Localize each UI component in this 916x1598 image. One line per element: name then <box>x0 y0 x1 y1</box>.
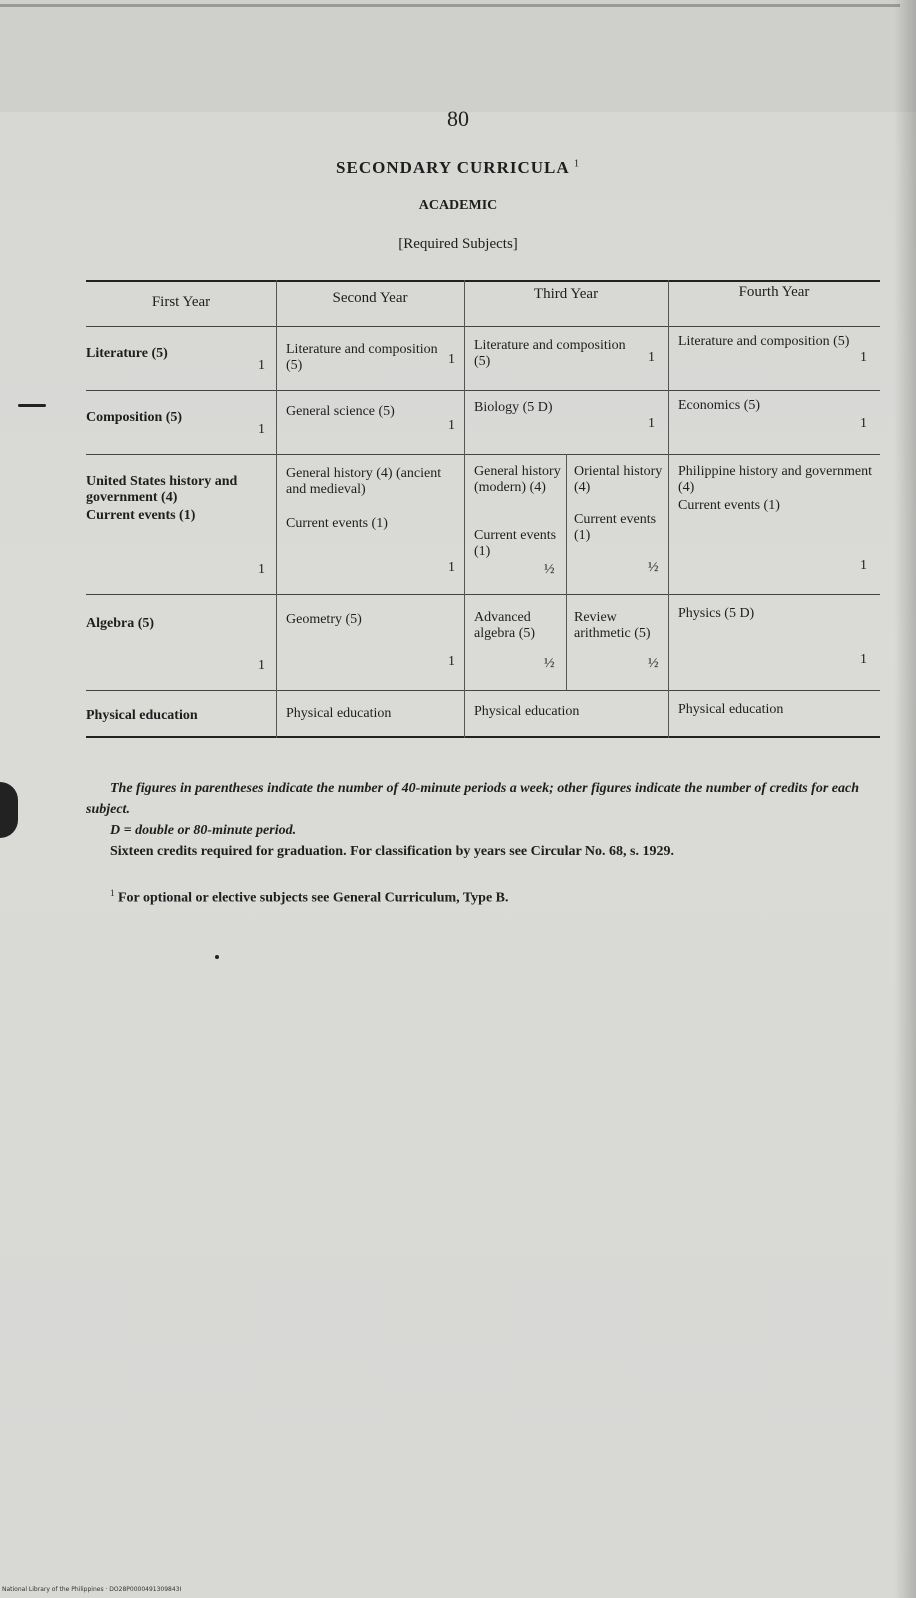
title-text: SECONDARY CURRICULA <box>336 158 569 177</box>
footnote-graduation: Sixteen credits required for graduation. For classification by years see Circular No. 68, s. 1929. <box>110 844 674 859</box>
footnote-elective <box>86 883 880 909</box>
scan-credit: National Library of the Philippines · DO28P0000491309843I <box>2 1586 182 1593</box>
cell-r3-third-oriental-events: Current events (1) <box>574 512 657 543</box>
scan-smudge <box>0 782 18 838</box>
cell-r2-fourth: Economics (5) <box>678 398 761 413</box>
cell-r2-first: Composition (5) <box>86 410 183 425</box>
cell-r3-third-general-events: Current events (1) <box>474 528 557 559</box>
cell-r5-third: Physical education <box>474 704 580 719</box>
footnote-explanation <box>86 778 880 820</box>
row-rule-2 <box>86 454 880 455</box>
cell-r1-first: Literature (5) <box>86 346 168 361</box>
cell-r5-second: Physical education <box>286 706 392 721</box>
title-footnote-mark: 1 <box>573 158 580 170</box>
credit-r2-fourth: 1 <box>860 416 867 431</box>
cell-r5-first: Physical education <box>86 708 198 723</box>
credit-r1-second: 1 <box>448 352 455 367</box>
header-first-year: First Year <box>151 294 211 310</box>
cell-r4-fourth: Physics (5 D) <box>678 606 755 621</box>
cell-r1-second: Literature and composition (5) <box>286 342 438 373</box>
credit-r1-fourth: 1 <box>860 350 867 365</box>
page-title <box>0 158 916 178</box>
footnote-double-period <box>86 820 880 841</box>
credit-r4-third-review-arithmetic: ½ <box>648 656 659 671</box>
credit-r4-second: 1 <box>448 654 455 669</box>
footnote-elective-text: For optional or elective subjects see General Curriculum, Type B. <box>118 890 509 906</box>
page-subtitle: ACADEMIC <box>418 198 498 213</box>
page-number: 80 <box>447 106 469 131</box>
credit-r2-third: 1 <box>648 416 655 431</box>
cell-r3-second-history: General history (4) (ancient and medieval) <box>286 466 442 497</box>
cell-r4-first: Algebra (5) <box>86 616 155 631</box>
cell-r1-fourth: Literature and composition (5) <box>678 334 850 349</box>
cell-r2-third: Biology (5 D) <box>474 400 553 415</box>
third-year-split-rule <box>566 454 567 690</box>
footnote-elective-mark: 1 <box>110 888 115 898</box>
credit-r2-second: 1 <box>448 418 455 433</box>
credit-r3-third-oriental: ½ <box>648 560 659 575</box>
row-rule-4 <box>86 690 880 691</box>
credit-r2-first: 1 <box>258 422 265 437</box>
credit-r3-first: 1 <box>258 562 265 577</box>
scan-mark <box>18 404 46 407</box>
curriculum-table <box>86 270 880 754</box>
cell-r3-fourth-events: Current events (1) <box>678 498 780 513</box>
header-fourth-year: Fourth Year <box>738 284 810 300</box>
cell-r2-second: General science (5) <box>286 404 395 419</box>
col-rule-1 <box>276 280 277 738</box>
header-second-year: Second Year <box>332 290 408 306</box>
cell-r3-second-events: Current events (1) <box>286 516 388 531</box>
scan-dot <box>215 955 219 959</box>
credit-r4-first: 1 <box>258 658 265 673</box>
footnote-double-period-text: D = double or 80-minute period. <box>110 823 297 838</box>
footnote-explanation-text: The figures in parentheses indicate the number of 40-minute periods a week; other figures indicate the number of credits for each subject. <box>86 781 859 817</box>
credit-r3-second: 1 <box>448 560 455 575</box>
credit-r3-third-general: ½ <box>544 562 555 577</box>
table-bottom-rule <box>86 736 880 738</box>
credit-r4-fourth: 1 <box>860 652 867 667</box>
header-rule <box>86 326 880 327</box>
scan-top-band <box>0 0 916 112</box>
cell-r1-third: Literature and composition (5) <box>474 338 626 369</box>
cell-r4-third-advanced-algebra: Advanced algebra (5) <box>474 610 536 641</box>
cell-r3-third-oriental-history: Oriental history (4) <box>574 464 663 495</box>
credit-r3-fourth: 1 <box>860 558 867 573</box>
cell-r4-third-review-arithmetic: Review arithmetic (5) <box>574 610 651 641</box>
cell-r3-first-events: Current events (1) <box>86 508 196 523</box>
row-rule-3 <box>86 594 880 595</box>
cell-r5-fourth: Physical education <box>678 702 784 717</box>
credit-r1-third: 1 <box>648 350 655 365</box>
credit-r1-first: 1 <box>258 358 265 373</box>
cell-r3-fourth-history: Philippine history and government (4) <box>678 464 873 495</box>
cell-r4-second: Geometry (5) <box>286 612 362 627</box>
header-third-year: Third Year <box>533 286 599 302</box>
credit-r4-third-advanced-algebra: ½ <box>544 656 555 671</box>
col-rule-2 <box>464 280 465 738</box>
required-subjects-note: [Required Subjects] <box>398 236 518 252</box>
row-rule-1 <box>86 390 880 391</box>
table-top-rule <box>86 280 880 282</box>
scan-edge-rule <box>0 4 900 7</box>
col-rule-3 <box>668 280 669 738</box>
cell-r3-first-history: United States history and government (4) <box>86 474 238 505</box>
cell-r3-third-general-history: General history (modern) (4) <box>474 464 561 495</box>
